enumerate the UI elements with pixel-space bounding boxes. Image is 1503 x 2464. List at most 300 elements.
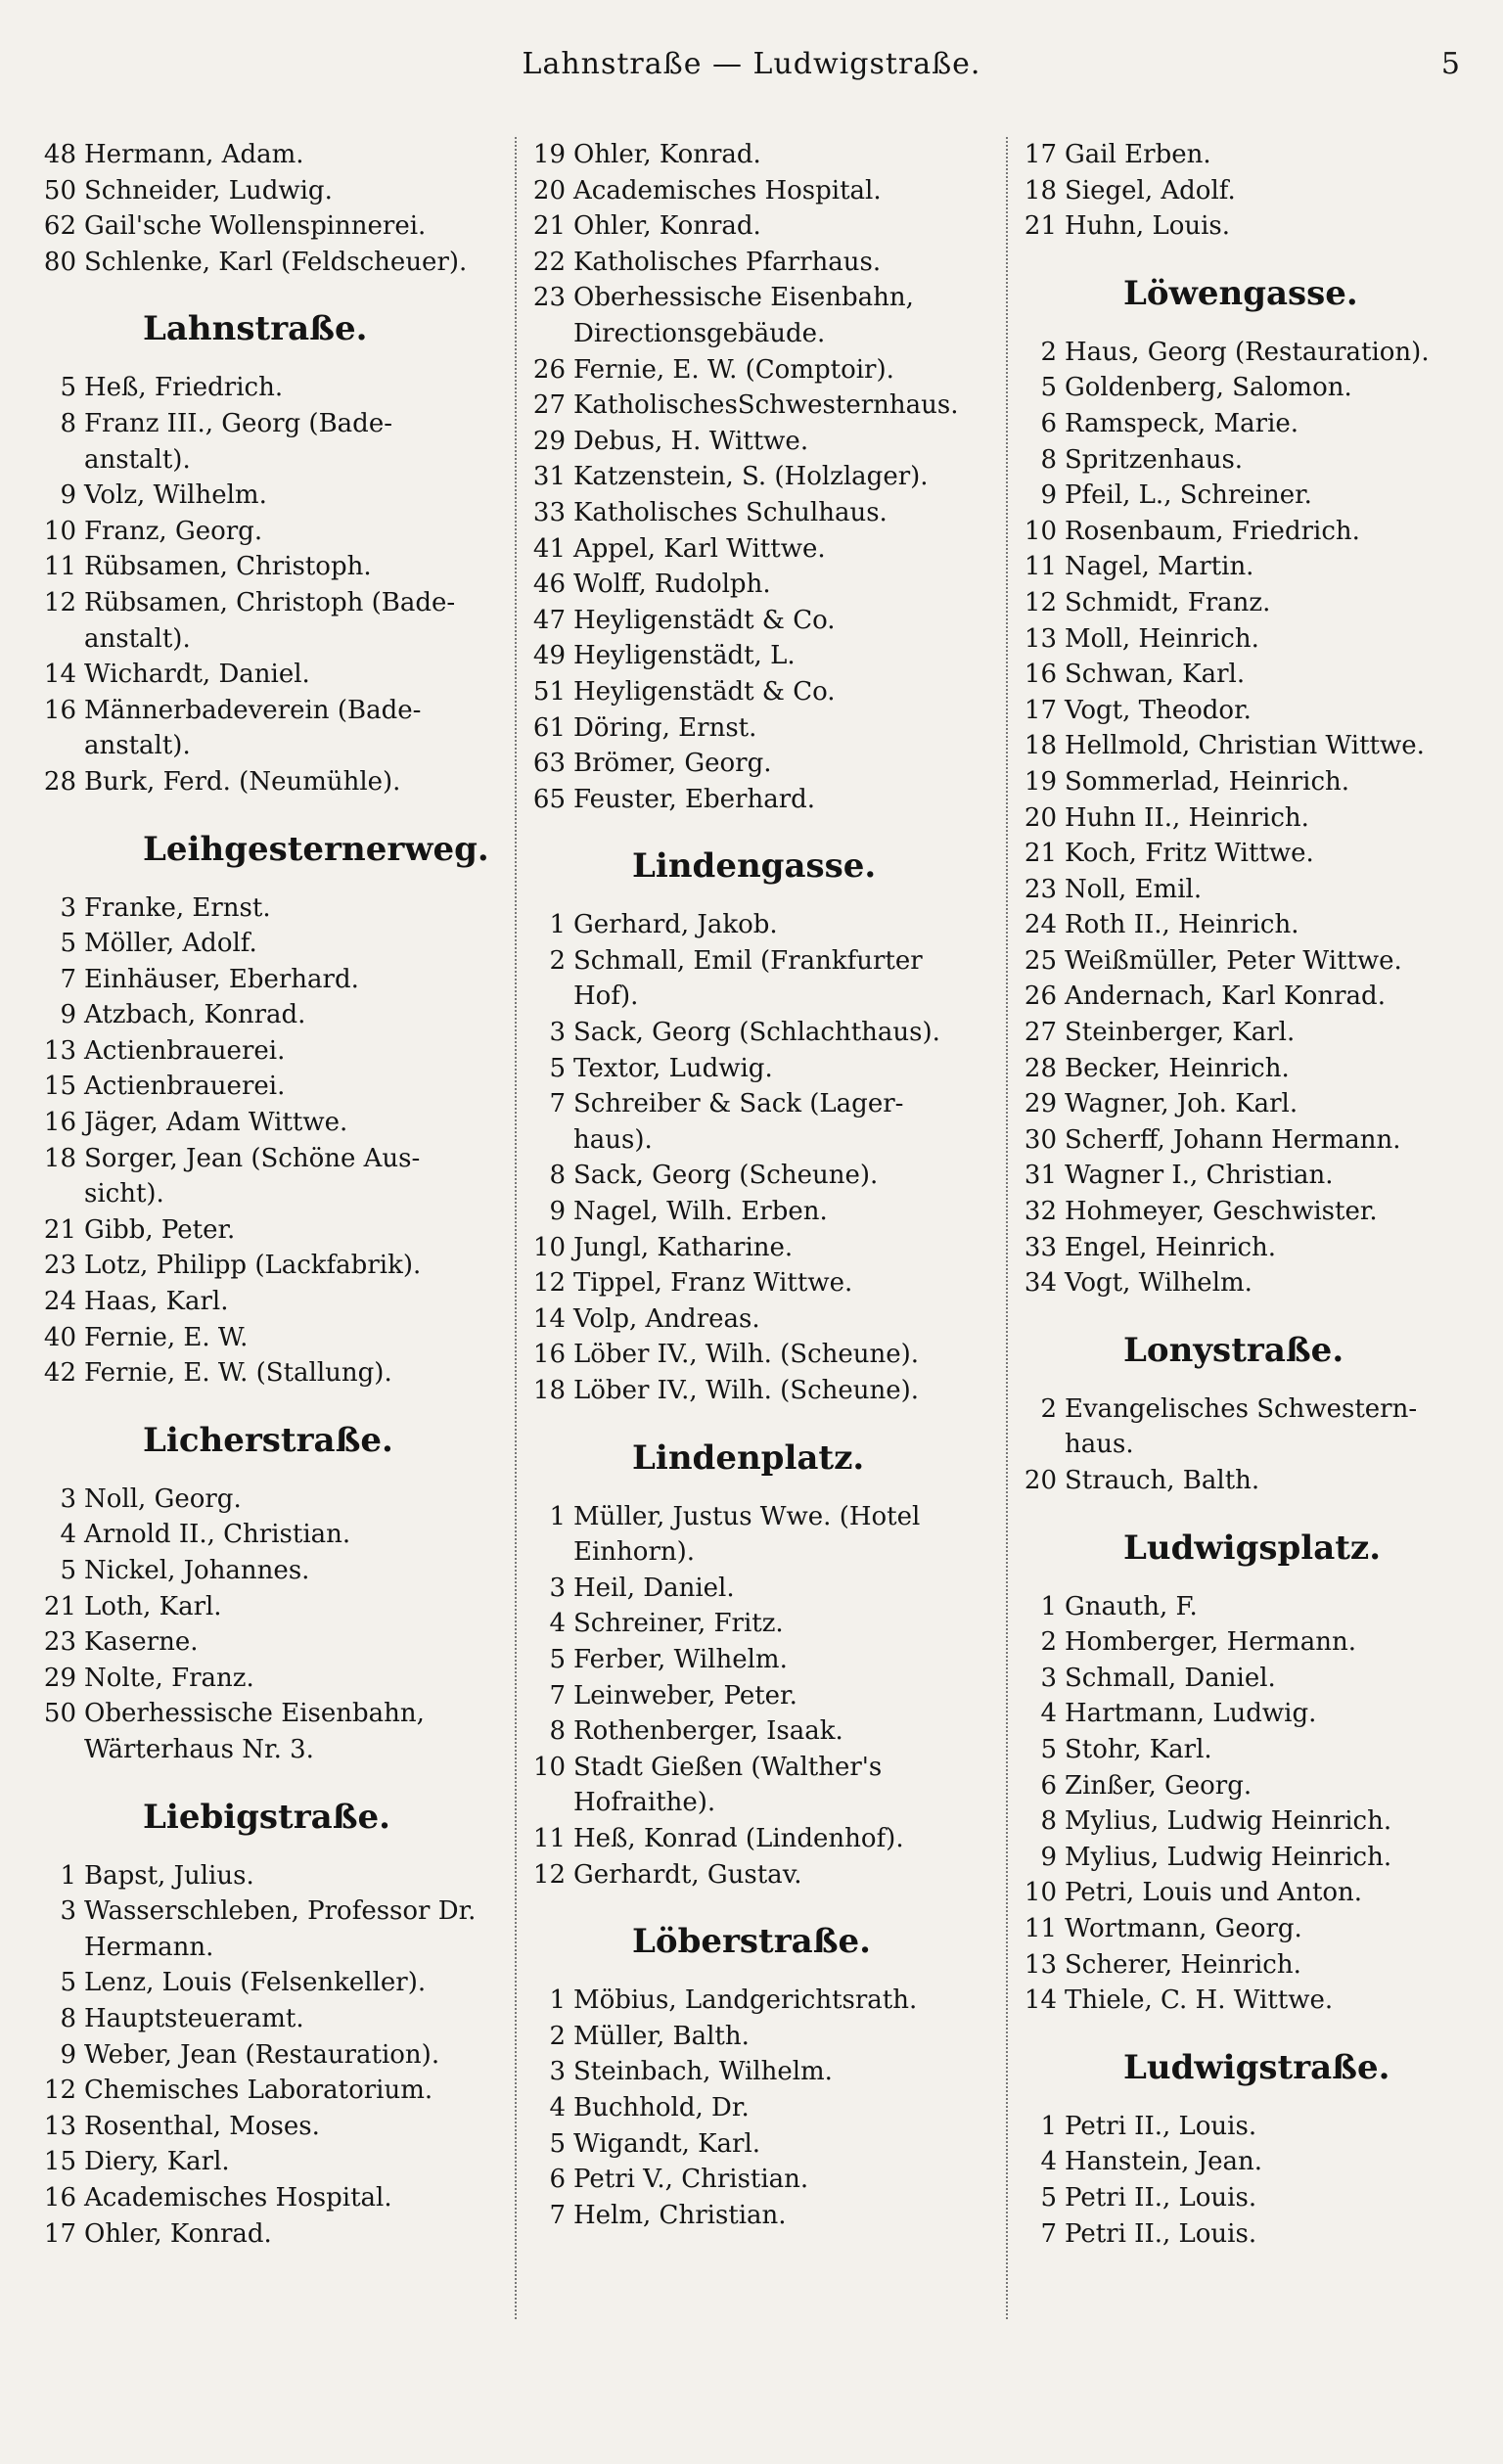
column-3 bbox=[1016, 137, 1481, 2252]
directory-entry bbox=[35, 173, 505, 209]
house-number: 27 bbox=[1024, 1018, 1057, 1048]
directory-entry bbox=[1016, 872, 1481, 908]
directory-entry bbox=[524, 746, 1000, 782]
house-number: 17 bbox=[43, 2218, 76, 2249]
directory-entry bbox=[1016, 764, 1481, 800]
resident-name: Katholisches Pfarrhaus. bbox=[573, 247, 882, 277]
house-number: 2 bbox=[1040, 1393, 1057, 1424]
directory-entry bbox=[1016, 478, 1481, 514]
house-number: 2 bbox=[549, 2021, 566, 2051]
resident-name: Möbius, Landgerichtsrath. bbox=[573, 1985, 918, 2016]
directory-entry bbox=[524, 603, 1000, 639]
house-number: 9 bbox=[549, 1197, 566, 1227]
house-number: 20 bbox=[1024, 802, 1057, 833]
house-number: 3 bbox=[60, 1896, 76, 1927]
resident-name: Hanstein, Jean. bbox=[1065, 2147, 1263, 2177]
resident-name: Lenz, Louis (Felsenkeller). bbox=[84, 1968, 427, 1998]
resident-name: Vogt, Wilhelm. bbox=[1065, 1268, 1252, 1299]
resident-name: Koch, Fritz Wittwe. bbox=[1065, 839, 1314, 869]
house-number: 4 bbox=[60, 1520, 76, 1550]
resident-name: Noll, Georg. bbox=[84, 1483, 242, 1514]
directory-entry bbox=[35, 1069, 505, 1105]
resident-name: Gerhardt, Gustav. bbox=[573, 1859, 802, 1890]
directory-entry bbox=[524, 388, 1000, 424]
resident-name: Diery, Karl. bbox=[84, 2147, 230, 2177]
resident-name: Wichardt, Daniel. bbox=[84, 660, 310, 690]
entry-continuation: Einhorn). bbox=[573, 1537, 696, 1568]
street-heading: Ludwigstraße. bbox=[1123, 2047, 1390, 2087]
house-number: 7 bbox=[60, 964, 76, 994]
house-number: 11 bbox=[1024, 552, 1057, 582]
directory-entry bbox=[1016, 1051, 1481, 1087]
resident-name: Fernie, E. W. (Stallung). bbox=[84, 1358, 392, 1389]
resident-name: Schwan, Karl. bbox=[1065, 660, 1246, 690]
resident-name: Schreiber & Sack (Lager- bbox=[573, 1089, 904, 1119]
resident-name: Franke, Ernst. bbox=[84, 892, 271, 923]
resident-name: Becker, Heinrich. bbox=[1065, 1053, 1290, 1083]
directory-entry bbox=[524, 1821, 1000, 1857]
resident-name: Petri II., Louis. bbox=[1065, 2218, 1257, 2249]
house-number: 5 bbox=[60, 1556, 76, 1585]
directory-entry bbox=[524, 567, 1000, 603]
directory-entry bbox=[1016, 1911, 1481, 1947]
house-number: 1 bbox=[60, 1860, 76, 1891]
house-number: 12 bbox=[532, 1268, 566, 1299]
house-number: 12 bbox=[43, 587, 76, 617]
directory-entry bbox=[524, 2198, 1000, 2234]
resident-name: Scherer, Heinrich. bbox=[1065, 1949, 1301, 1980]
house-number: 29 bbox=[43, 1663, 76, 1693]
house-number: 19 bbox=[1024, 766, 1057, 797]
resident-name: Nickel, Johannes. bbox=[84, 1556, 310, 1585]
entry-list bbox=[524, 907, 1000, 1408]
house-number: 5 bbox=[60, 373, 76, 403]
directory-entry bbox=[524, 245, 1000, 281]
house-number: 3 bbox=[60, 892, 76, 923]
directory-entry bbox=[35, 962, 505, 998]
directory-entry bbox=[524, 280, 1000, 316]
directory-entry bbox=[1016, 621, 1481, 658]
resident-name: Steinbach, Wilhelm. bbox=[573, 2057, 833, 2087]
resident-name: Heyligenstädt & Co. bbox=[573, 605, 836, 635]
house-number: 21 bbox=[1024, 211, 1057, 242]
house-number: 17 bbox=[1024, 140, 1057, 169]
house-number: 7 bbox=[1040, 2218, 1057, 2249]
directory-entry bbox=[1016, 1194, 1481, 1230]
directory-entry bbox=[35, 1482, 505, 1518]
directory-entry bbox=[35, 2001, 505, 2037]
entry-list bbox=[1016, 137, 1481, 245]
house-number: 10 bbox=[532, 1232, 566, 1262]
resident-name: Tippel, Franz Wittwe. bbox=[573, 1268, 853, 1299]
house-number: 26 bbox=[532, 354, 566, 385]
resident-name: Petri V., Christian. bbox=[573, 2165, 809, 2195]
resident-name: Hartmann, Ludwig. bbox=[1065, 1699, 1317, 1729]
house-number: 9 bbox=[1040, 1842, 1057, 1872]
house-number: 16 bbox=[43, 1108, 76, 1138]
directory-entry bbox=[35, 1553, 505, 1589]
resident-name: Nagel, Martin. bbox=[1065, 552, 1254, 582]
resident-name: Goldenberg, Salomon. bbox=[1065, 373, 1352, 403]
directory-entry bbox=[524, 638, 1000, 674]
directory-entry bbox=[524, 1265, 1000, 1301]
resident-name: Chemisches Laboratorium. bbox=[84, 2076, 433, 2106]
directory-entry bbox=[524, 424, 1000, 460]
directory-entry bbox=[524, 1678, 1000, 1714]
house-number: 17 bbox=[1024, 695, 1057, 725]
house-number: 4 bbox=[549, 1609, 566, 1639]
resident-name: Oberhessische Eisenbahn, bbox=[573, 283, 914, 313]
directory-entry bbox=[1016, 514, 1481, 550]
directory-entry bbox=[35, 406, 505, 442]
house-number: 34 bbox=[1024, 1268, 1057, 1299]
house-number: 16 bbox=[43, 695, 76, 725]
directory-entry bbox=[35, 1965, 505, 2001]
house-number: 30 bbox=[1024, 1124, 1057, 1155]
entry-continuation: haus. bbox=[1065, 1430, 1134, 1460]
resident-name: Stadt Gießen (Walther's bbox=[573, 1752, 883, 1782]
street-heading: Lahnstraße. bbox=[143, 309, 368, 349]
resident-name: Hermann, Adam. bbox=[84, 140, 304, 169]
resident-name: Sack, Georg (Scheune). bbox=[573, 1161, 879, 1191]
directory-entry bbox=[35, 208, 505, 245]
entry-continuation: Hermann. bbox=[84, 1932, 214, 1962]
street-heading: Lindengasse. bbox=[632, 846, 877, 887]
street-heading: Ludwigsplatz. bbox=[1123, 1528, 1382, 1568]
resident-name: Lotz, Philipp (Lackfabrik). bbox=[84, 1251, 422, 1281]
entry-continuation: Hofraithe). bbox=[573, 1788, 716, 1818]
resident-name: Roth II., Heinrich. bbox=[1065, 910, 1299, 940]
resident-name: Katzenstein, S. (Holzlager). bbox=[573, 462, 929, 492]
house-number: 3 bbox=[549, 1018, 566, 1048]
house-number: 32 bbox=[1024, 1197, 1057, 1227]
directory-entry bbox=[35, 1284, 505, 1320]
entry-continuation: anstalt). bbox=[84, 444, 191, 475]
directory-entry bbox=[35, 1033, 505, 1070]
directory-entry bbox=[35, 1141, 505, 1177]
resident-name: Ferber, Wilhelm. bbox=[573, 1644, 788, 1674]
resident-name: Franz III., Georg (Bade- bbox=[84, 408, 392, 438]
directory-entry bbox=[35, 2144, 505, 2180]
resident-name: Sommerlad, Heinrich. bbox=[1065, 766, 1350, 797]
entry-continuation: sicht). bbox=[84, 1179, 164, 1209]
resident-name: Haus, Georg (Restauration). bbox=[1065, 337, 1430, 367]
resident-name: Schmall, Daniel. bbox=[1065, 1663, 1276, 1693]
resident-name: Academisches Hospital. bbox=[573, 175, 882, 205]
resident-name: Debus, H. Wittwe. bbox=[573, 426, 809, 456]
entry-continuation: haus). bbox=[573, 1124, 653, 1155]
resident-name: Wagner I., Christian. bbox=[1065, 1161, 1334, 1191]
resident-name: Noll, Emil. bbox=[1065, 874, 1203, 904]
directory-entry bbox=[1016, 1983, 1481, 2019]
entry-list bbox=[35, 370, 505, 799]
directory-entry bbox=[1016, 442, 1481, 479]
directory-entry bbox=[524, 137, 1000, 173]
directory-entry bbox=[524, 2162, 1000, 2198]
resident-name: Schmidt, Franz. bbox=[1065, 587, 1271, 617]
house-number: 6 bbox=[1040, 1770, 1057, 1801]
entry-list bbox=[1016, 335, 1481, 1301]
entry-continuation: Wärterhaus Nr. 3. bbox=[84, 1734, 314, 1764]
resident-name: Heß, Friedrich. bbox=[84, 373, 284, 403]
directory-entry bbox=[524, 1194, 1000, 1230]
house-number: 29 bbox=[532, 426, 566, 456]
resident-name: Gnauth, F. bbox=[1065, 1591, 1198, 1621]
directory-entry bbox=[524, 1051, 1000, 1087]
entry-list bbox=[524, 1983, 1000, 2233]
house-number: 11 bbox=[43, 552, 76, 582]
directory-entry bbox=[1016, 836, 1481, 872]
entry-continuation: Directionsgebäude. bbox=[573, 318, 826, 348]
house-number: 10 bbox=[532, 1752, 566, 1782]
house-number: 48 bbox=[43, 140, 76, 169]
directory-entry bbox=[524, 352, 1000, 388]
directory-entry bbox=[1016, 1768, 1481, 1804]
resident-name: Löber IV., Wilh. (Scheune). bbox=[573, 1376, 920, 1405]
resident-name: Haas, Karl. bbox=[84, 1287, 229, 1317]
column-1 bbox=[35, 137, 505, 2252]
directory-entry bbox=[35, 1105, 505, 1141]
directory-entry bbox=[35, 514, 505, 550]
resident-name: Schreiner, Fritz. bbox=[573, 1609, 784, 1639]
directory-entry bbox=[524, 1301, 1000, 1338]
resident-name: Textor, Ludwig. bbox=[573, 1053, 773, 1083]
directory-entry bbox=[1016, 549, 1481, 585]
resident-name: Leinweber, Peter. bbox=[573, 1680, 797, 1711]
resident-name: Loth, Karl. bbox=[84, 1591, 222, 1621]
directory-entry bbox=[1016, 1265, 1481, 1301]
running-header: Lahnstraße — Ludwigstraße. bbox=[522, 47, 981, 81]
resident-name: Ramspeck, Marie. bbox=[1065, 408, 1299, 438]
entry-list bbox=[35, 1858, 505, 2253]
resident-name: KatholischesSchwesternhaus. bbox=[573, 390, 959, 421]
resident-name: Rübsamen, Christoph. bbox=[84, 552, 372, 582]
house-number: 13 bbox=[1024, 1949, 1057, 1980]
directory-entry bbox=[524, 1337, 1000, 1373]
house-number: 24 bbox=[1024, 910, 1057, 940]
directory-entry bbox=[524, 2054, 1000, 2090]
house-number: 24 bbox=[43, 1287, 76, 1317]
house-number: 5 bbox=[549, 1053, 566, 1083]
directory-entry bbox=[524, 495, 1000, 531]
house-number: 1 bbox=[1040, 2111, 1057, 2141]
directory-entry bbox=[524, 1373, 1000, 1409]
directory-entry bbox=[524, 1642, 1000, 1678]
house-number: 80 bbox=[43, 247, 76, 277]
house-number: 23 bbox=[1024, 874, 1057, 904]
house-number: 22 bbox=[532, 247, 566, 277]
house-number: 20 bbox=[1024, 1466, 1057, 1495]
directory-entry bbox=[1016, 406, 1481, 442]
resident-name: Academisches Hospital. bbox=[84, 2182, 392, 2213]
directory-entry bbox=[1016, 1947, 1481, 1984]
resident-name: Hohmeyer, Geschwister. bbox=[1065, 1197, 1378, 1227]
resident-name: Rübsamen, Christoph (Bade- bbox=[84, 587, 456, 617]
resident-name: Weißmüller, Peter Wittwe. bbox=[1065, 945, 1402, 976]
directory-entry bbox=[524, 2126, 1000, 2163]
house-number: 14 bbox=[532, 1303, 566, 1334]
directory-entry bbox=[524, 782, 1000, 818]
directory-entry bbox=[35, 2109, 505, 2145]
resident-name: Nagel, Wilh. Erben. bbox=[573, 1197, 828, 1227]
resident-name: Sorger, Jean (Schöne Aus- bbox=[84, 1143, 421, 1173]
resident-name: Ohler, Konrad. bbox=[573, 211, 761, 242]
directory-entry bbox=[524, 531, 1000, 568]
house-number: 63 bbox=[532, 749, 566, 779]
directory-entry bbox=[1016, 2109, 1481, 2145]
resident-name: Sack, Georg (Schlachthaus). bbox=[573, 1018, 940, 1048]
house-number: 8 bbox=[549, 1161, 566, 1191]
resident-name: Bapst, Julius. bbox=[84, 1860, 254, 1891]
resident-name: Brömer, Georg. bbox=[573, 749, 772, 779]
entry-list bbox=[1016, 1392, 1481, 1499]
house-number: 46 bbox=[532, 570, 566, 600]
resident-name: Müller, Balth. bbox=[573, 2021, 750, 2051]
directory-entry bbox=[1016, 2216, 1481, 2253]
resident-name: Homberger, Hermann. bbox=[1065, 1627, 1356, 1658]
resident-name: Steinberger, Karl. bbox=[1065, 1018, 1296, 1048]
directory-entry bbox=[35, 370, 505, 406]
directory-entry bbox=[524, 1499, 1000, 1535]
house-number: 51 bbox=[532, 676, 566, 707]
house-number: 15 bbox=[43, 1072, 76, 1102]
entry-continuation: anstalt). bbox=[84, 623, 191, 654]
directory-entry bbox=[1016, 335, 1481, 371]
house-number: 8 bbox=[549, 1716, 566, 1747]
house-number: 13 bbox=[1024, 623, 1057, 654]
entry-list bbox=[524, 137, 1000, 817]
house-number: 13 bbox=[43, 2111, 76, 2141]
resident-name: Hellmold, Christian Wittwe. bbox=[1065, 731, 1425, 761]
house-number: 5 bbox=[1040, 1734, 1057, 1764]
resident-name: Ohler, Konrad. bbox=[573, 140, 761, 169]
house-number: 21 bbox=[532, 211, 566, 242]
resident-name: Müller, Justus Wwe. (Hotel bbox=[573, 1501, 921, 1531]
resident-name: Männerbadeverein (Bade- bbox=[84, 695, 422, 725]
house-number: 50 bbox=[43, 175, 76, 205]
resident-name: Huhn, Louis. bbox=[1065, 211, 1231, 242]
directory-entry bbox=[35, 2037, 505, 2074]
resident-name: Gerhard, Jakob. bbox=[573, 910, 778, 940]
directory-entry bbox=[1016, 800, 1481, 837]
house-number: 28 bbox=[1024, 1053, 1057, 1083]
directory-entry bbox=[1016, 1624, 1481, 1661]
directory-entry bbox=[1016, 1015, 1481, 1051]
house-number: 50 bbox=[43, 1699, 76, 1729]
resident-name: Zinßer, Georg. bbox=[1065, 1770, 1252, 1801]
house-number: 12 bbox=[1024, 587, 1057, 617]
directory-entry bbox=[524, 1015, 1000, 1051]
directory-entry bbox=[35, 1517, 505, 1553]
directory-entry bbox=[35, 890, 505, 927]
house-number: 9 bbox=[1040, 480, 1057, 511]
resident-name: Petri II., Louis. bbox=[1065, 2111, 1257, 2141]
house-number: 40 bbox=[43, 1322, 76, 1352]
resident-name: Schmall, Emil (Frankfurter bbox=[573, 945, 923, 976]
house-number: 62 bbox=[43, 211, 76, 242]
house-number: 27 bbox=[532, 390, 566, 421]
directory-entry bbox=[524, 907, 1000, 943]
directory-entry bbox=[35, 1696, 505, 1732]
house-number: 5 bbox=[60, 929, 76, 959]
directory-entry bbox=[1016, 1732, 1481, 1768]
directory-entry bbox=[1016, 1661, 1481, 1697]
directory-entry bbox=[1016, 137, 1481, 173]
directory-entry bbox=[1016, 1086, 1481, 1122]
house-number: 18 bbox=[1024, 731, 1057, 761]
resident-name: Petri, Louis und Anton. bbox=[1065, 1878, 1363, 1908]
resident-name: Gail'sche Wollenspinnerei. bbox=[84, 211, 427, 242]
directory-entry bbox=[1016, 693, 1481, 729]
house-number: 4 bbox=[549, 2092, 566, 2122]
house-number: 61 bbox=[532, 712, 566, 743]
resident-name: Jäger, Adam Wittwe. bbox=[84, 1108, 348, 1138]
resident-name: Thiele, C. H. Wittwe. bbox=[1065, 1985, 1334, 2016]
house-number: 5 bbox=[549, 2128, 566, 2159]
house-number: 33 bbox=[532, 497, 566, 527]
street-heading: Liebigstraße. bbox=[143, 1797, 391, 1837]
house-number: 1 bbox=[1040, 1591, 1057, 1621]
directory-entry bbox=[524, 208, 1000, 245]
directory-entry bbox=[524, 1571, 1000, 1607]
resident-name: Wortmann, Georg. bbox=[1065, 1913, 1302, 1943]
resident-name: Nolte, Franz. bbox=[84, 1663, 254, 1693]
directory-entry bbox=[524, 1086, 1000, 1122]
resident-name: Gibb, Peter. bbox=[84, 1214, 236, 1245]
resident-name: Rothenberger, Isaak. bbox=[573, 1716, 843, 1747]
house-number: 31 bbox=[532, 462, 566, 492]
house-number: 11 bbox=[1024, 1913, 1057, 1943]
house-number: 21 bbox=[43, 1591, 76, 1621]
resident-name: Mylius, Ludwig Heinrich. bbox=[1065, 1842, 1392, 1872]
house-number: 9 bbox=[60, 2039, 76, 2070]
directory-entry bbox=[35, 1894, 505, 1930]
house-number: 7 bbox=[549, 1089, 566, 1119]
directory-entry bbox=[524, 1983, 1000, 2019]
resident-name: Einhäuser, Eberhard. bbox=[84, 964, 359, 994]
directory-entry bbox=[35, 657, 505, 693]
street-heading: Leihgesternerweg. bbox=[143, 829, 489, 869]
resident-name: Schneider, Ludwig. bbox=[84, 175, 333, 205]
directory-entry bbox=[524, 710, 1000, 747]
directory-entry bbox=[1016, 2180, 1481, 2216]
house-number: 7 bbox=[549, 2200, 566, 2230]
resident-name: Volp, Andreas. bbox=[573, 1303, 760, 1334]
resident-name: Löber IV., Wilh. (Scheune). bbox=[573, 1340, 920, 1370]
directory-entry bbox=[35, 997, 505, 1033]
house-number: 18 bbox=[43, 1143, 76, 1173]
street-heading: Lonystraße. bbox=[1123, 1330, 1344, 1370]
resident-name: Arnold II., Christian. bbox=[84, 1520, 351, 1550]
house-number: 10 bbox=[1024, 1878, 1057, 1908]
directory-entry bbox=[35, 1320, 505, 1356]
page-number: 5 bbox=[1440, 47, 1460, 81]
house-number: 12 bbox=[43, 2076, 76, 2106]
directory-entry bbox=[524, 674, 1000, 710]
resident-name: Rosenthal, Moses. bbox=[84, 2111, 320, 2141]
house-number: 29 bbox=[1024, 1089, 1057, 1119]
resident-name: Weber, Jean (Restauration). bbox=[84, 2039, 440, 2070]
directory-entry bbox=[35, 926, 505, 962]
house-number: 9 bbox=[60, 1000, 76, 1030]
directory-entry bbox=[524, 943, 1000, 980]
directory-entry bbox=[524, 173, 1000, 209]
resident-name: Vogt, Theodor. bbox=[1065, 695, 1252, 725]
directory-entry bbox=[35, 1624, 505, 1661]
house-number: 21 bbox=[43, 1214, 76, 1245]
directory-entry bbox=[35, 1589, 505, 1625]
resident-name: Appel, Karl Wittwe. bbox=[573, 533, 826, 564]
